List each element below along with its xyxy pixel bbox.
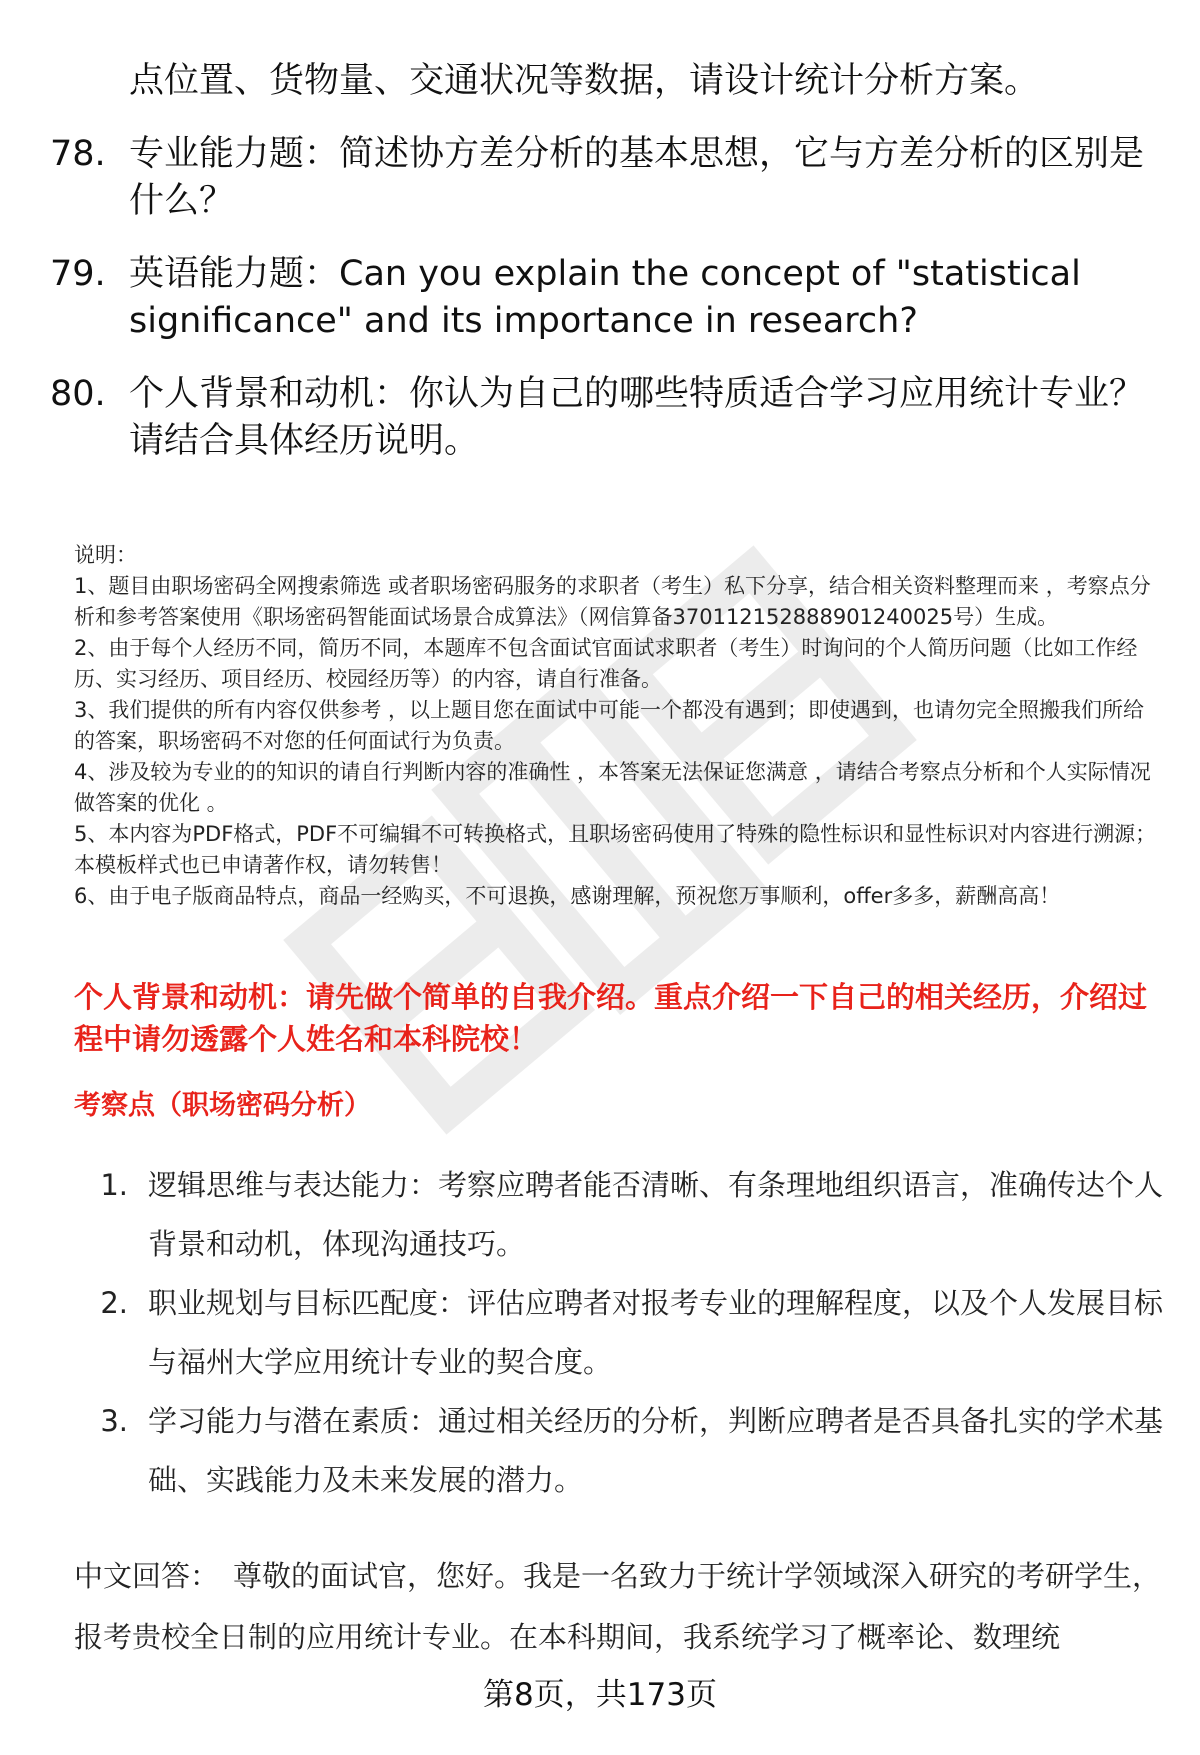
question-text: 英语能力题：Can you explain the concept of "statistical significance" and its importance in research? — [129, 254, 1081, 341]
note-line: 4、涉及较为专业的的知识的请自行判断内容的准确性 ，本答案无法保证您满意 ，请结合考察点分析和个人实际情况做答案的优化 。 — [74, 760, 1151, 815]
point-number: 3. — [100, 1404, 128, 1438]
point-number: 1. — [100, 1168, 128, 1202]
question-number: 78. — [50, 134, 106, 174]
note-line: 2、由于每个人经历不同，简历不同，本题库不包含面试官面试求职者（考生）时询问的个人简历问题（比如工作经历、实习经历、项目经历、校园经历等）的内容，请自行准备。 — [74, 636, 1138, 691]
question-number: 79. — [50, 254, 106, 294]
question-continuation: 点位置、货物量、交通状况等数据，请设计统计分析方案。 — [129, 61, 1040, 101]
note-line: 6、由于电子版商品特点，商品一经购买，不可退换，感谢理解，预祝您万事顺利，offer多多，薪酬高高！ — [74, 884, 1061, 908]
answer-label: 中文回答： — [74, 1559, 220, 1593]
point-text: 逻辑思维与表达能力：考察应聘者能否清晰、有条理地组织语言，准确传达个人背景和动机，体现沟通技巧。 — [148, 1168, 1164, 1261]
list-item — [84, 1392, 1164, 1510]
note-line: 1、题目由职场密码全网搜索筛选 或者职场密码服务的求职者（考生）私下分享，结合相关资料整理而来 ，考察点分析和参考答案使用《职场密码智能面试场景合成算法》（网信算备370112152888901240025号）生成。 — [74, 574, 1151, 629]
answer-section — [74, 1546, 1164, 1668]
question-number: 80. — [50, 374, 106, 414]
list-item — [84, 1156, 1164, 1274]
note-line: 3、我们提供的所有内容仅供参考 ，以上题目您在面试中可能一个都没有遇到；即使遇到，也请勿完全照搬我们所给的答案，职场密码不对您的任何面试行为负责。 — [74, 698, 1145, 753]
highlight-question: 个人背景和动机：请先做个简单的自我介绍。重点介绍一下自己的相关经历，介绍过程中请勿透露个人姓名和本科院校！ — [74, 980, 1148, 1056]
note-line: 5、本内容为PDF格式，PDF不可编辑不可转换格式，且职场密码使用了特殊的隐性标识和显性标识对内容进行溯源；本模板样式也已申请著作权，请勿转售！ — [74, 822, 1157, 877]
point-text: 学习能力与潜在素质：通过相关经历的分析，判断应聘者是否具备扎实的学术基础、实践能力及未来发展的潜力。 — [148, 1404, 1164, 1497]
point-number: 2. — [100, 1286, 128, 1320]
notes-title: 说明： — [74, 543, 137, 567]
assessment-points — [84, 1156, 1164, 1510]
point-text: 职业规划与目标匹配度：评估应聘者对报考专业的理解程度，以及个人发展目标与福州大学应用统计专业的契合度。 — [148, 1286, 1164, 1379]
list-item — [84, 1274, 1164, 1392]
question-list — [50, 58, 1160, 491]
question-text: 专业能力题：简述协方差分析的基本思想，它与方差分析的区别是什么？ — [129, 134, 1145, 221]
notes-section — [74, 540, 1164, 912]
question-text: 个人背景和动机：你认为自己的哪些特质适合学习应用统计专业？请结合具体经历说明。 — [129, 374, 1145, 461]
question-item — [50, 371, 1160, 465]
page-number: 第8页，共173页 — [483, 1677, 717, 1713]
question-item — [50, 131, 1160, 225]
section-title: 考察点（职场密码分析） — [74, 1090, 371, 1121]
answer-text: 尊敬的面试官，您好。我是一名致力于统计学领域深入研究的考研学生，报考贵校全日制的应用统计专业。在本科期间，我系统学习了概率论、数理统 — [74, 1559, 1162, 1654]
question-item — [50, 251, 1160, 345]
